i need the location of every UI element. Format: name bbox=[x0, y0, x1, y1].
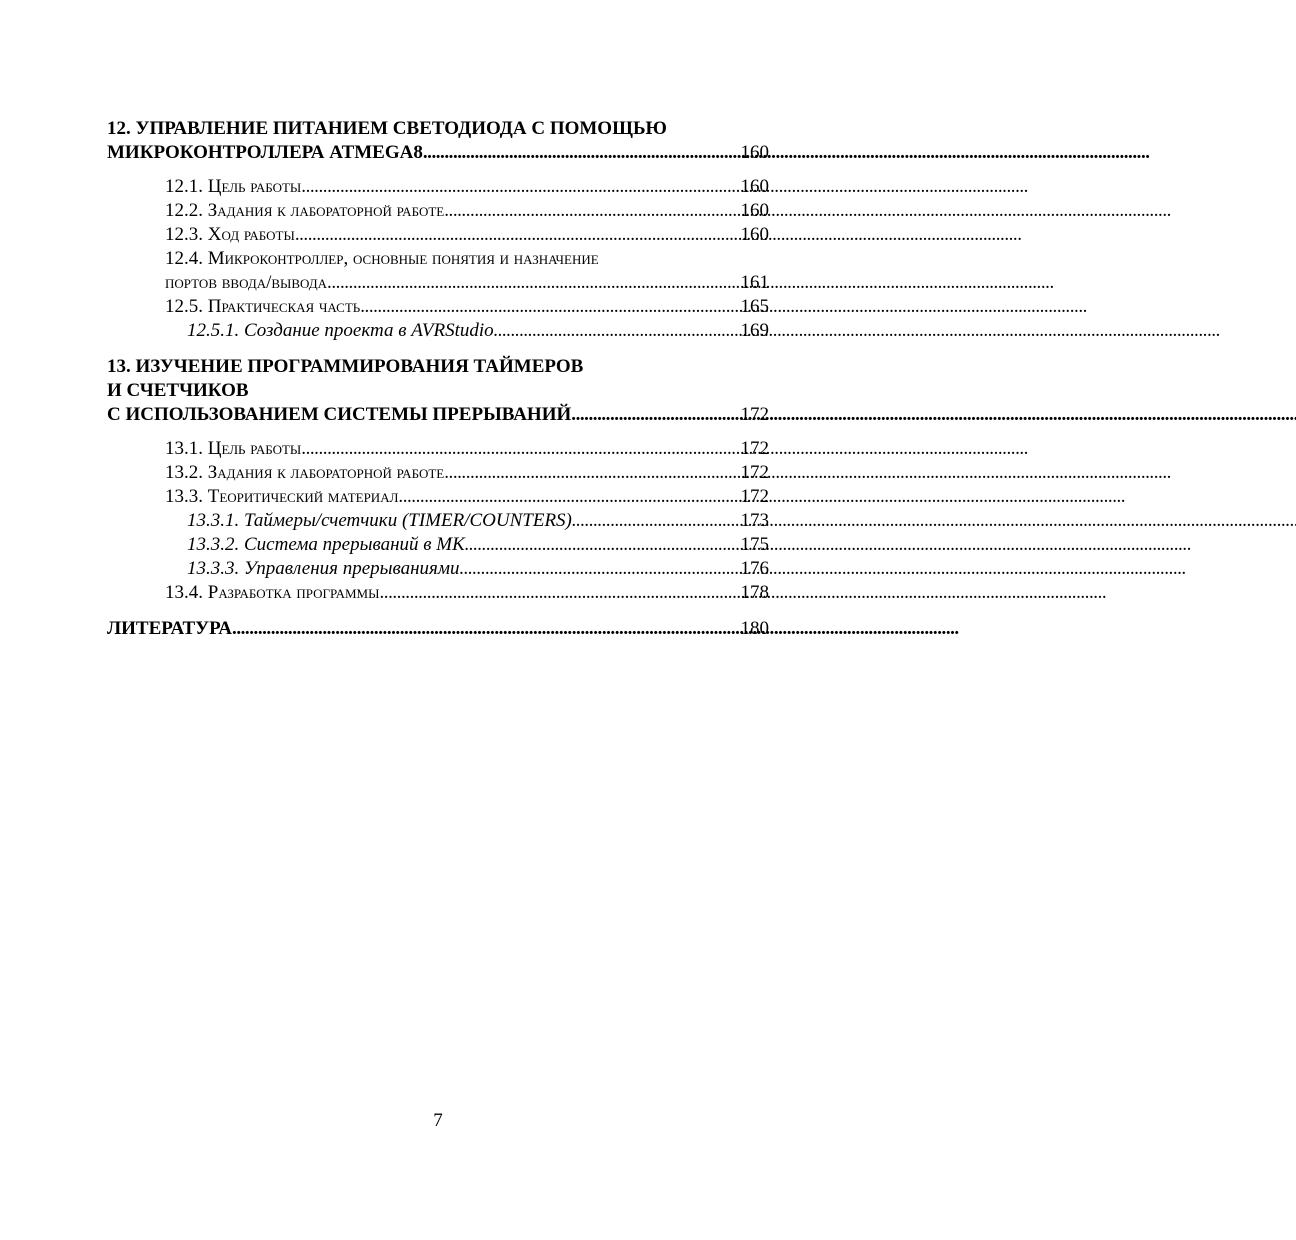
subsection-13-3-3-entry[interactable] bbox=[107, 557, 769, 581]
section-13-3-title: Теоритический материал bbox=[207, 486, 399, 507]
section-12-4-title-line1-row bbox=[107, 247, 769, 271]
subsection-12-5-1-page: 169 bbox=[740, 320, 769, 341]
leader-dots bbox=[327, 271, 736, 295]
section-12-3-title: Ход работы bbox=[207, 224, 295, 245]
chapter-12-entry[interactable] bbox=[107, 141, 769, 165]
chapter-13-entry[interactable] bbox=[107, 403, 769, 427]
literature-page: 180 bbox=[740, 618, 769, 639]
section-12-1-title: Цель работы bbox=[207, 176, 302, 197]
literature-entry[interactable] bbox=[107, 617, 769, 641]
leader-dots bbox=[398, 485, 736, 509]
leader-dots bbox=[232, 617, 736, 641]
section-12-5-page: 165 bbox=[740, 296, 769, 317]
section-13-4-entry[interactable] bbox=[107, 581, 769, 605]
subsection-13-3-2-title: 13.3.2. Система прерываний в МК bbox=[187, 534, 465, 555]
leader-dots bbox=[571, 403, 736, 427]
section-13-1-number: 13.1. bbox=[165, 438, 203, 459]
chapter-12-title-line1: 12. УПРАВЛЕНИЕ ПИТАНИЕМ СВЕТОДИОДА С ПОМОЩЬЮ bbox=[107, 118, 667, 139]
section-13-2-page: 172 bbox=[740, 462, 769, 483]
subsection-13-3-1-title: 13.3.1. Таймеры/счетчики (TIMER/COUNTERS) bbox=[187, 510, 572, 531]
literature-title: ЛИТЕРАТУРА bbox=[107, 618, 233, 639]
leader-dots bbox=[301, 175, 736, 199]
chapter-13-title-line2: И СЧЕТЧИКОВ bbox=[107, 380, 249, 401]
leader-dots bbox=[423, 141, 737, 165]
section-12-2-page: 160 bbox=[740, 200, 769, 221]
section-12-1-number: 12.1. bbox=[165, 176, 203, 197]
section-13-3-number: 13.3. bbox=[165, 486, 203, 507]
section-13-1-title: Цель работы bbox=[207, 438, 302, 459]
subsection-12-5-1-title: 12.5.1. Создание проекта в AVRStudio bbox=[187, 320, 494, 341]
leader-dots bbox=[295, 223, 737, 247]
section-13-3-page: 172 bbox=[740, 486, 769, 507]
leader-dots bbox=[301, 437, 736, 461]
section-12-3-page: 160 bbox=[740, 224, 769, 245]
section-12-3-entry[interactable] bbox=[107, 223, 769, 247]
leader-dots bbox=[379, 581, 736, 605]
leader-dots bbox=[465, 533, 737, 557]
section-13-2-entry[interactable] bbox=[107, 461, 769, 485]
subsection-13-3-1-page: 173 bbox=[740, 510, 769, 531]
section-13-1-entry[interactable] bbox=[107, 437, 769, 461]
chapter-12-title-line2: МИКРОКОНТРОЛЛЕРА ATMEGA8 bbox=[107, 142, 423, 163]
section-12-4-title-line1: Микроконтроллер, основные понятия и назначение bbox=[207, 248, 599, 269]
leader-dots bbox=[460, 557, 737, 581]
section-12-2-entry[interactable] bbox=[107, 199, 769, 223]
section-13-4-page: 178 bbox=[740, 582, 769, 603]
subsection-13-3-1-entry[interactable] bbox=[107, 509, 769, 533]
section-12-5-entry[interactable] bbox=[107, 295, 769, 319]
subsection-13-3-2-page: 175 bbox=[740, 534, 769, 555]
section-13-1-page: 172 bbox=[740, 438, 769, 459]
section-13-2-title: Задания к лабораторной работе bbox=[207, 462, 445, 483]
section-12-4-page: 161 bbox=[740, 272, 769, 293]
section-12-4-title-line2: портов ввода/вывода bbox=[165, 272, 328, 293]
leader-dots bbox=[444, 199, 736, 223]
subsection-12-5-1-entry[interactable] bbox=[107, 319, 769, 343]
section-12-5-number: 12.5. bbox=[165, 296, 203, 317]
leader-dots bbox=[572, 509, 737, 533]
chapter-13-title-line3: С ИСПОЛЬЗОВАНИЕМ СИСТЕМЫ ПРЕРЫВАНИЙ bbox=[107, 404, 572, 425]
leader-dots bbox=[360, 295, 736, 319]
section-13-2-number: 13.2. bbox=[165, 462, 203, 483]
section-13-3-entry[interactable] bbox=[107, 485, 769, 509]
section-12-4-entry[interactable] bbox=[107, 271, 769, 295]
chapter-13-title-line1: 13. ИЗУЧЕНИЕ ПРОГРАММИРОВАНИЯ ТАЙМЕРОВ bbox=[107, 356, 584, 377]
section-13-4-number: 13.4. bbox=[165, 582, 203, 603]
leader-dots bbox=[494, 319, 737, 343]
leader-dots bbox=[444, 461, 736, 485]
section-12-4-number: 12.4. bbox=[165, 248, 203, 269]
subsection-13-3-3-page: 176 bbox=[740, 558, 769, 579]
section-13-4-title: Разработка программы bbox=[207, 582, 380, 603]
chapter-12-page: 160 bbox=[740, 142, 769, 163]
section-12-2-number: 12.2. bbox=[165, 200, 203, 221]
subsection-13-3-3-title: 13.3.3. Управления прерываниями bbox=[187, 558, 460, 579]
chapter-13-page: 172 bbox=[740, 404, 769, 425]
section-12-2-title: Задания к лабораторной работе bbox=[207, 200, 445, 221]
section-12-1-page: 160 bbox=[740, 176, 769, 197]
table-of-contents bbox=[107, 117, 769, 641]
page-number: 7 bbox=[433, 1110, 443, 1131]
section-12-3-number: 12.3. bbox=[165, 224, 203, 245]
section-12-5-title: Практическая часть bbox=[207, 296, 361, 317]
section-12-1-entry[interactable] bbox=[107, 175, 769, 199]
subsection-13-3-2-entry[interactable] bbox=[107, 533, 769, 557]
